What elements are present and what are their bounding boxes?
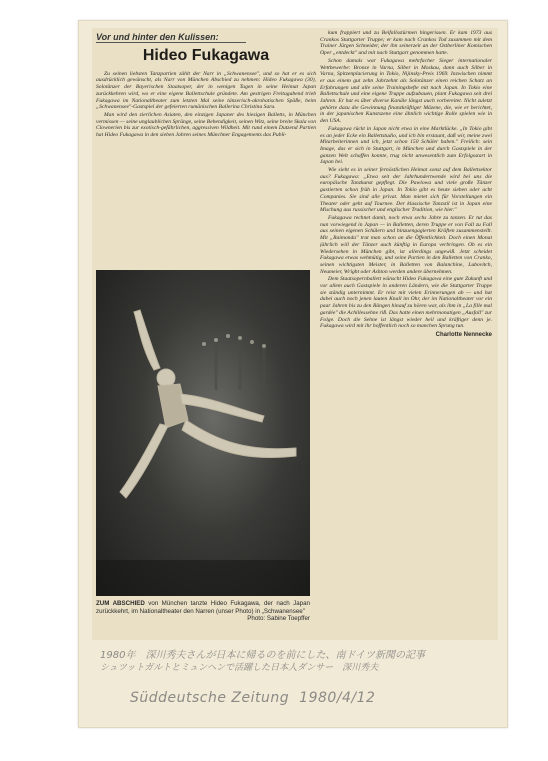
photo-caption (96, 600, 310, 623)
dancer-figure (96, 270, 310, 596)
paragraph: Fukagawa rechnet damit, noch etwa sechs Jahre zu tanzen. Er tut das nun vorwiegend in Japan — in Balletten, deren Truppe er von Fall zu Fall aus seinen eigenen Schülern und hinzuengagierten Kräften zusammenstellt. Mit „Raimonda" trat man schon an die Öffentlichkeit. Doch einen Monat jährlich will der Tänzer auch künftig in Europa verbringen. Ob es ein Wiedersehen in München gibt, ist allerdings ungewiß. Jetzt scheidet Fukagawa etwas wehmütig, und seine Partien in den Balletten von Cranko, seinen wichtigsten Meister, in Balletten von Balanchine, Lubovitch, Neumeier, Wright oder Ashton werden andere übernehmen. (320, 214, 492, 275)
handwritten-newspaper-name: Süddeutsche Zeitung (130, 690, 290, 706)
newspaper-clipping (92, 28, 498, 640)
paragraph: Zu seinen liebsten Tanzpartien zählt der Narr in „Schwanensee", und so hat er es sich ausdrücklich gewünscht, als Narr von München Abschied zu nehmen: Hideo Fukagawa (30), Solotänzer der Bayerischen Staatsoper, der in wenigen Tagen in seine Heimat Japan zurückkehren wird, wo er eine eigene Ballettschule gründete. Am gestrigen Freitagabend trieb Fukagawa im Nationaltheater zum letzten Mal seine tänzerisch-akrobatischen Späße, beim „Schwanensee"-Gastspiel der gefeierten rumänischen Ballerina Christina Saru. (96, 70, 316, 111)
caption-lead: ZUM ABSCHIED (96, 600, 145, 607)
handwritten-note-line2: シュツットガルトとミュンヘンで活躍した日本人ダンサー 深川秀夫 (100, 663, 379, 673)
author-name: Charlotte Nennecke (435, 331, 492, 338)
caption-text: von München tanzte Hideo Fukagawa, der nach Japan zurückkehrt, im Nationaltheater den Narren (unser Photo) in „Schwanensee" (96, 600, 310, 615)
dancer-photo (96, 270, 310, 596)
article-headline: Hideo Fukagawa (142, 46, 270, 64)
handwritten-source (130, 690, 375, 706)
article-kicker: Vor und hinter den Kulissen: (96, 32, 219, 42)
paragraph: Dem Staatsopernballett wünscht Hideo Fukagawa eine gute Zukunft und vor allem auch Gastspiele in anderen Ländern, wie die Stuttgarter Truppe sie ständig unternimmt. Er reist mit vielen Erinnerungen ab — und hat dabei auch noch jenen lauten Knall im Ohr, der im Nationaltheater vor ein paar Jahren bis zu den Rängen hinauf zu hören war, als ihm in „La fille mal gardée" die Achillessehne riß. Das hatte einen mehrmonatigen „Ausfall" zur Folge. Doch die Sehne ist längst wieder heil und kräftiger denn je. Fukagawa wird mit ihr hoffentlich noch so manchen Sprung tun. (320, 276, 492, 330)
paragraph: Fukagawa rückt in Japan nicht etwa in eine Marktlücke. „In Tokio gibt es an jeder Ecke ein Ballettstudio, und ich bin erstaunt, daß wir, meine zwei Mitarbeiterinnen und ich, jetzt schon 150 Schüler haben." Freilich: sein Image, das er sich in Stuttgart, in München und durch Gastspiele in der ganzen Welt schaffen konnte, trug nicht unwesentlich zum Erfolgsstart in Japan bei. (320, 125, 492, 166)
paragraph: kum frappiert und zu Beifallsstürmen hingerissen. Er kam 1973 aus Crankos Stuttgarter Truppe; er kam nach Crankos Tod zusammen mit dem Trainer Jürgen Schneider, der ihn seinerzeit an der Ostberliner Komischen Oper „entdeckt" und mit nach Stuttgart genommen hatte. (320, 30, 492, 57)
paragraph: Wie sieht es in seiner fernöstlichen Heimat sonst auf dem Ballettsektor aus? Fukagawa: „Etwa seit der Jahrhundertwende wird bei uns die europäische Tanzkunst gepflegt. Die Pawlowa und viele große Tänzer gastierten schon früh in Japan. In Tokio gibt es heute sieben oder acht Companies. Sie sind alle privat. Man mietet sich für Vorstellungen ein Theater oder geht auf Tournee. Der klassische Tanzstil ist in Japan eine Mischung aus russischer und englischer Tradition, wie hier." (320, 167, 492, 214)
paragraph: Man wird den zierlichen Asiaten, den einzigen Japaner des hiesigen Balletts, in München vermissen — seine unglaublichen Sprünge, seine Behendigkeit, seinen Witz, seine breite Skala von Clownerien bis zur exotisch-gefährlichen, aggressiven Wildheit. Mit rund einem Dutzend Partien hat Hideo Fukagawa in den sieben Jahren seines Münchner Engagements das Publi- (96, 111, 316, 139)
photo-credit: Photo: Sabine Toepffer (247, 615, 310, 623)
handwritten-note-line1: 1980年 深川秀夫さんが日本に帰るのを前にした、南ドイツ新聞の記事 (100, 650, 425, 661)
right-column (320, 30, 492, 640)
handwritten-date: 1980/4/12 (299, 690, 376, 706)
paragraph: Schon damals war Fukagawa mehrfacher Sieger internationaler Wettbewerbe: Bronze in Varna, Silber in Moskau, dann auch Silber in Varna, Spitzenplacierung in Tokio, Nijinsky-Preis 1969. Inzwischen nimmt er aus einem gut zehn Jahrzehnt als Solotänzer einen reichen Schatz an Erfahrungen und alle seine Trainingshefte mit nach Japan. In Tokio eine Ballettschule und eine eigene Truppe aufzubauen, plant Fukagawa seit drei Jahren. Er hat es über diverse Kanäle längst auch vorbereitet. Nicht zuletzt gehörte dazu die Gewinnung finanzkräftiger Mäzene, die, wie er berichtet, in der japanischen Kunstszene eine ähnlich wichtige Rolle spielen wie in den USA. (320, 57, 492, 125)
